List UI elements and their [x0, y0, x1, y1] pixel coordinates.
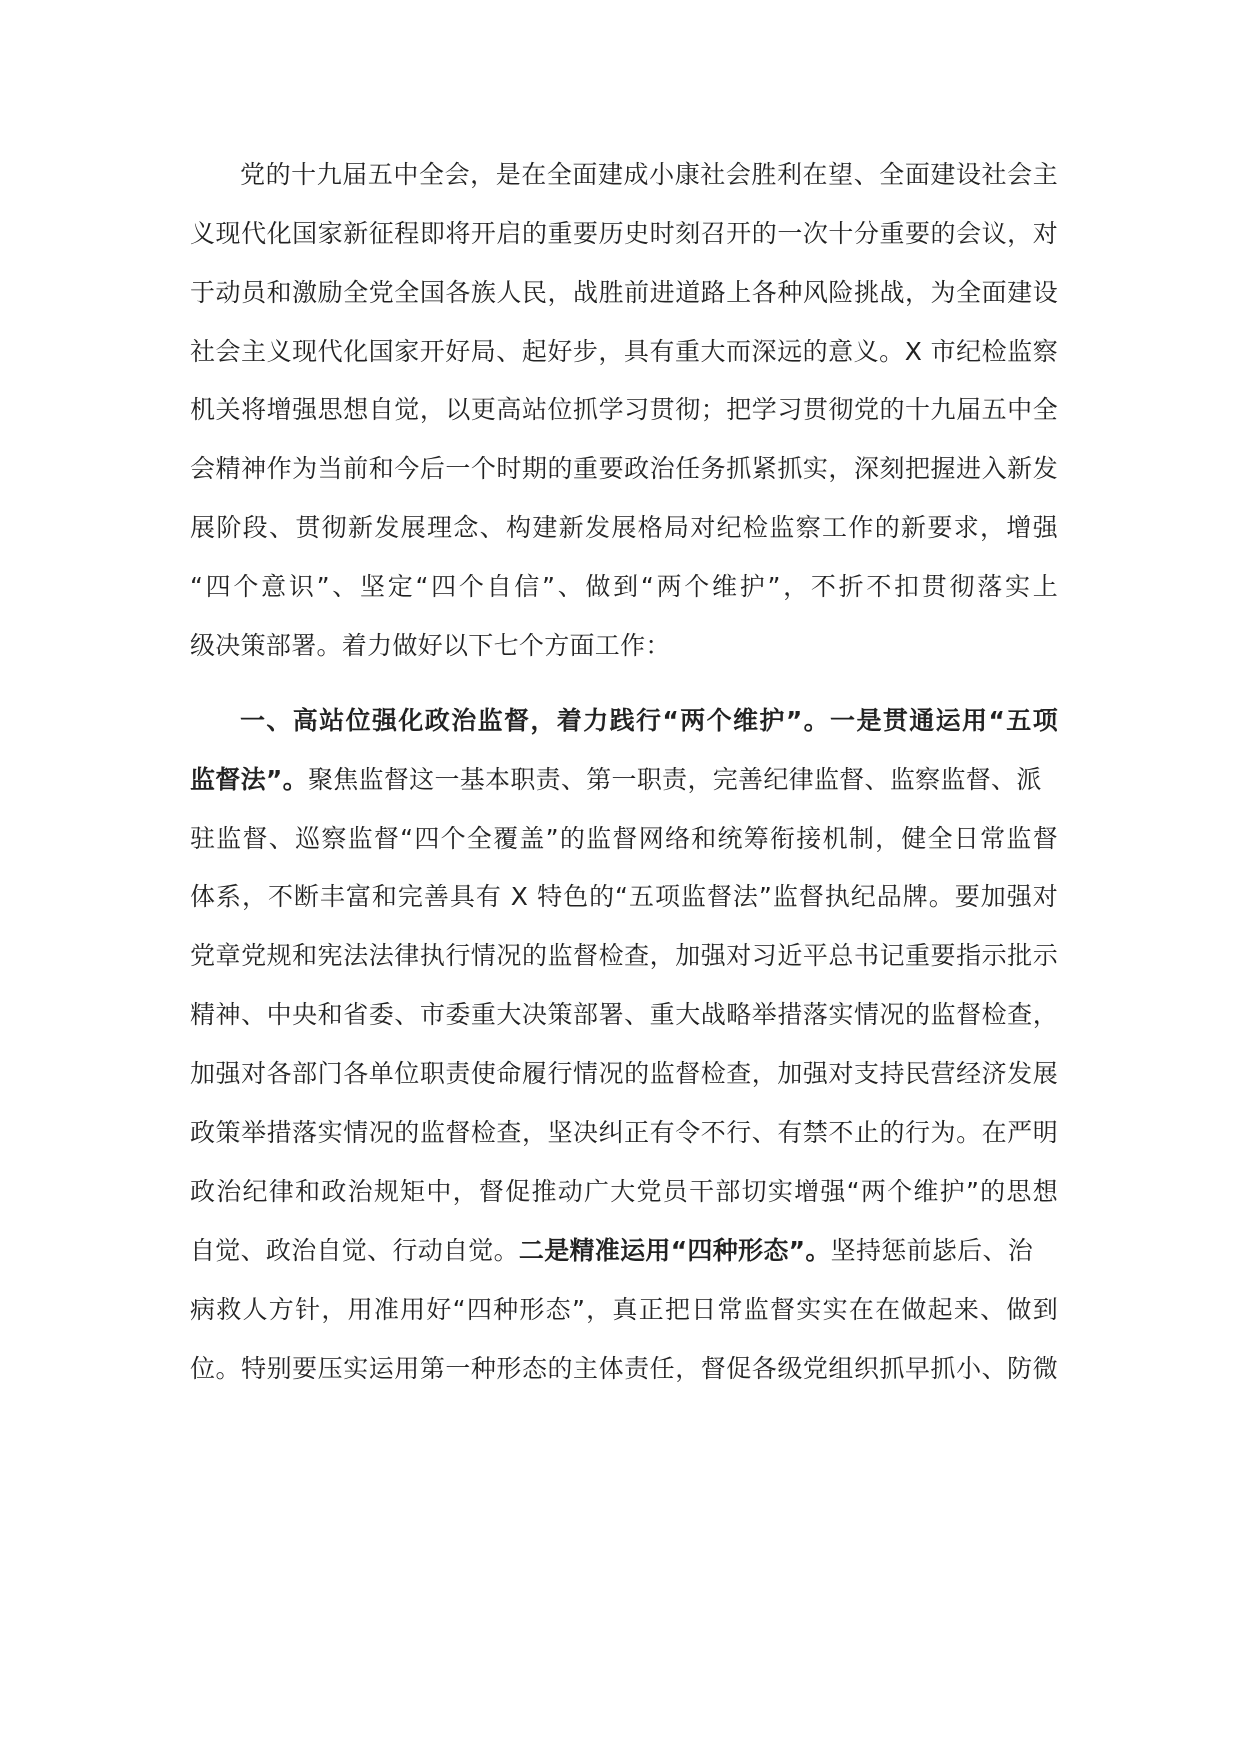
paragraph-2-line-10-post: 坚持惩前毖后、治 — [830, 1236, 1034, 1265]
paragraph-2-line-10-pre: 自觉、政治自觉、行动自觉。 — [190, 1236, 519, 1265]
paragraph-1-line-8: “四个意识”、坚定“四个自信”、做到“两个维护”，不折不扣贯彻落实上 — [190, 572, 1058, 601]
paragraph-1-line-3: 于动员和激励全党全国各族人民，战胜前进道路上各种风险挑战，为全面建设 — [190, 278, 1058, 307]
paragraph-1-line-5: 机关将增强思想自觉，以更高站位抓学习贯彻；把学习贯彻党的十九届五中全 — [190, 395, 1058, 424]
paragraph-2-line-6: 精神、中央和省委、市委重大决策部署、重大战略举措落实情况的监督检查， — [190, 1000, 1058, 1029]
paragraph-2-line-3: 驻监督、巡察监督“四个全覆盖”的监督网络和统筹衔接机制，健全日常监督 — [190, 824, 1058, 853]
paragraph-2-line-2-text: 聚焦监督这一基本职责、第一职责，完善纪律监督、监察监督、派 — [307, 765, 1042, 794]
paragraph-1-line-2: 义现代化国家新征程即将开启的重要历史时刻召开的一次十分重要的会议，对 — [190, 219, 1058, 248]
paragraph-2-line-9: 政治纪律和政治规矩中，督促推动广大党员干部切实增强“两个维护”的思想 — [190, 1177, 1058, 1206]
sub-heading-wuxiang-tail: 监督法”。 — [190, 765, 308, 794]
paragraph-2-line-7: 加强对各部门各单位职责使命履行情况的监督检查，加强对支持民营经济发展 — [190, 1059, 1058, 1088]
paragraph-1-line-4: 社会主义现代化国家开好局、起好步，具有重大而深远的意义。X 市纪检监察 — [190, 337, 1058, 366]
paragraph-2-line-11: 病救人方针，用准用好“四种形态”，真正把日常监督实实在在做起来、做到 — [190, 1295, 1058, 1324]
paragraph-1-line-1: 党的十九届五中全会，是在全面建成小康社会胜利在望、全面建设社会主 — [240, 160, 1058, 189]
paragraph-2-line-4: 体系，不断丰富和完善具有 X 特色的“五项监督法”监督执纪品牌。要加强对 — [190, 882, 1058, 911]
paragraph-2-line-8: 政策举措落实情况的监督检查，坚决纠正有令不行、有禁不止的行为。在严明 — [190, 1118, 1058, 1147]
sub-heading-sizhong: 二是精准运用“四种形态”。 — [518, 1236, 831, 1265]
paragraph-2-line-12: 位。特别要压实运用第一种形态的主体责任，督促各级党组织抓早抓小、防微 — [190, 1354, 1058, 1383]
paragraph-2-line-5: 党章党规和宪法法律执行情况的监督检查，加强对习近平总书记重要指示批示 — [190, 941, 1058, 970]
paragraph-1-line-9: 级决策部署。着力做好以下七个方面工作： — [190, 631, 671, 660]
paragraph-2-line-2 — [190, 760, 1058, 800]
paragraph-1-line-6: 会精神作为当前和今后一个时期的重要政治任务抓紧抓实，深刻把握进入新发 — [190, 454, 1058, 483]
paragraph-2-line-10 — [190, 1231, 1058, 1271]
paragraph-1-line-7: 展阶段、贯彻新发展理念、构建新发展格局对纪检监察工作的新要求，增强 — [190, 513, 1058, 542]
section-1-heading-line: 一、高站位强化政治监督，着力践行“两个维护”。一是贯通运用“五项 — [240, 706, 1058, 735]
